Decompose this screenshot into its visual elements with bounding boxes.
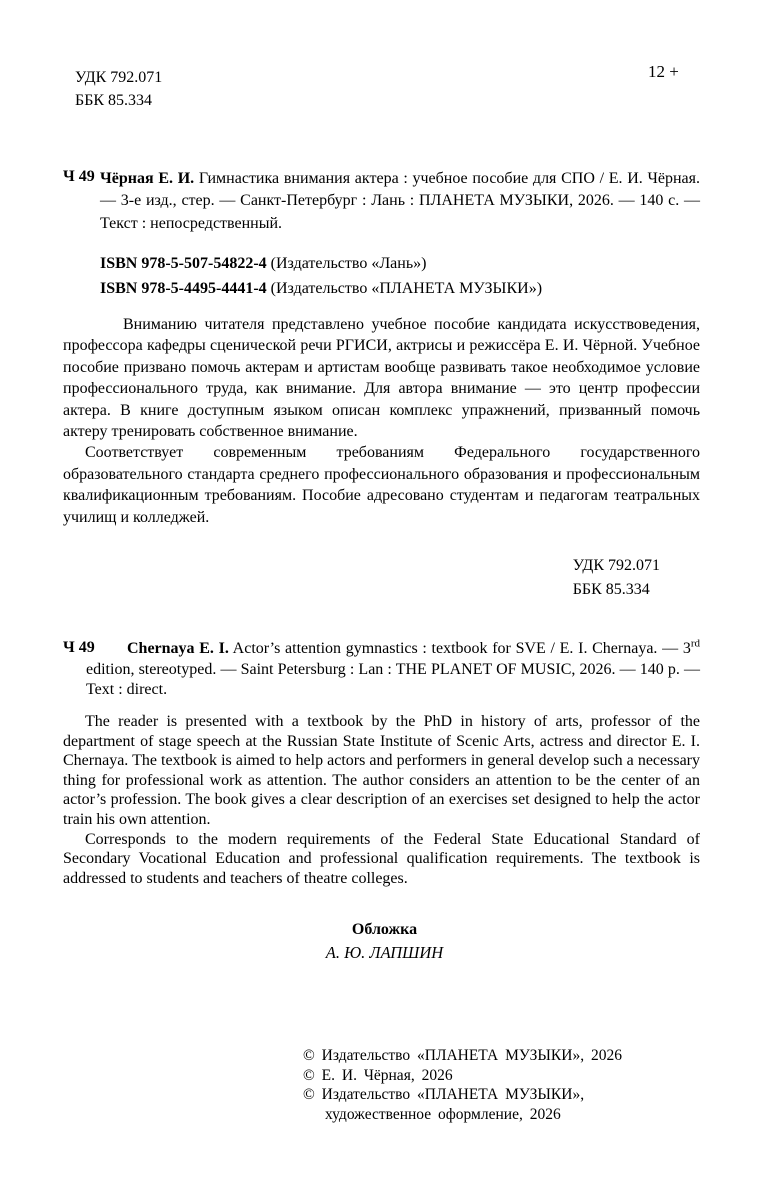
bib-author-ru: Чёрная Е. И. [100, 170, 195, 187]
bib-description-en-post: edition, stereotyped. — Saint Petersburg : Lan : THE PLANET OF MUSIC, 2026. — 140 p. — Text : direct. [86, 660, 700, 699]
classification-codes-mid [573, 554, 660, 601]
bbk-code-mid: ББК 85.334 [572, 580, 650, 598]
classification-codes-top [75, 67, 162, 112]
isbn-number-lan: ISBN 978-5-507-54822-4 [100, 255, 267, 272]
annotation-ru [63, 314, 700, 528]
copyright-line-publisher: © Издательство «ПЛАНЕТА МУЗЫКИ», 2026 [303, 1047, 622, 1064]
isbn-block [100, 252, 542, 301]
bib-text-en [86, 639, 700, 701]
bib-code-ru: Ч 49 [63, 168, 95, 185]
annotation-ru-paragraph-1: Вниманию читателя представлено учебное пособие кандидата искусствоведения, профессора кафедры сценической речи РГИСИ, актрисы и режиссёра Е. И. Чёрной. Учебное пособие призвано помочь актерам и артистам вообще развивать такое необходимое условие профессионального труда, как внимание. Для автора внимание — это центр профессии актера. В книге доступным языком описан комплекс упражнений, призванный помочь актеру тренировать собственное внимание. [63, 316, 700, 441]
copyright-block [303, 1046, 622, 1124]
annotation-en [63, 712, 700, 888]
isbn-publisher-planet: (Издательство «ПЛАНЕТА МУЗЫКИ») [266, 279, 543, 297]
isbn-line-lan [100, 252, 542, 277]
annotation-ru-paragraph-2: Соответствует современным требованиям Федерального государственного образовательного стандарта среднего профессионального образования и профессиональным квалификационным требованиям. Пособие адресовано студентам и педагогам театральных училищ и колледжей. [63, 444, 700, 526]
copyright-line-design-1: © Издательство «ПЛАНЕТА МУЗЫКИ», [303, 1086, 585, 1103]
isbn-line-planet [100, 277, 542, 302]
isbn-number-planet: ISBN 978-5-4495-4441-4 [100, 279, 267, 297]
cover-label: Обложка [351, 921, 418, 938]
age-rating: 12 + [648, 62, 679, 81]
bib-code-en: Ч 49 [63, 639, 95, 656]
udc-code: УДК 792.071 [75, 69, 163, 86]
udc-code-mid: УДК 792.071 [572, 557, 660, 574]
bib-description-en-pre: Actor’s attention gymnastics : textbook for SVE / E. I. Chernaya. — 3 [232, 640, 691, 657]
copyright-line-design-2: художественное оформление, 2026 [325, 1105, 561, 1123]
bib-description-ru: Гимнастика внимания актера : учебное пособие для СПО / Е. И. Чёрная. — 3-е изд., стер. — Санкт-Петербург : Лань : ПЛАНЕТА МУЗЫКИ, 2026. — 140 с. — Текст : непосредственный. [100, 170, 700, 232]
copyright-line-author: © Е. И. Чёрная, 2026 [303, 1066, 453, 1084]
bbk-code: ББК 85.334 [75, 91, 153, 109]
bib-author-en: Chernaya E. I. [127, 640, 229, 657]
bib-text-ru [100, 168, 700, 235]
isbn-publisher-lan: (Издательство «Лань») [266, 255, 427, 272]
ordinal-suffix: rd [690, 637, 700, 650]
cover-credit [0, 919, 769, 964]
bibliographic-entry-en [63, 639, 700, 701]
annotation-en-paragraph-1: The reader is presented with a textbook by the PhD in history of arts, professor of the department of stage speech at the Russian State Institute of Scenic Arts, actress and director E. I. Chernaya. The textbook is aimed to help actors and performers in general develop such a necessary thing for professional work as attention. The author considers an attention to be the center of an actor’s profession. The book gives a clear description of an exercises set designed to help the actor train his own attention. [63, 713, 700, 828]
cover-designer-name: А. Ю. ЛАПШИН [325, 942, 444, 962]
bibliographic-entry-ru [63, 168, 700, 235]
annotation-en-paragraph-2: Corresponds to the modern requirements of the Federal State Educational Standard of Secondary Vocational Education and professional qualification requirements. The textbook is addressed to students and teachers of theatre colleges. [63, 830, 700, 887]
